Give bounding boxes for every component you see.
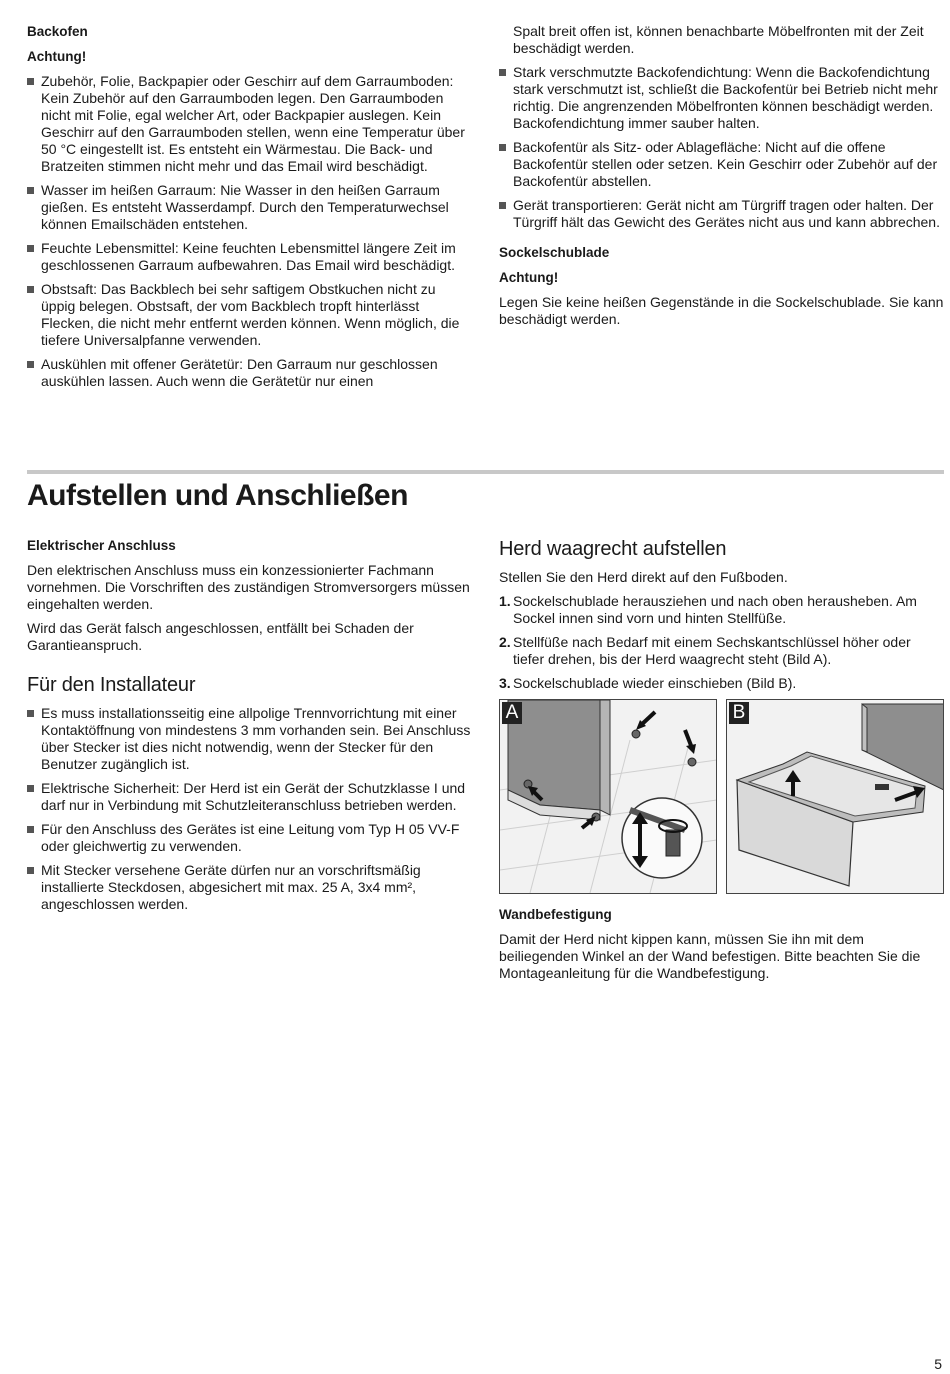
- illustrations: [499, 699, 944, 894]
- oven-warnings-column: [27, 23, 472, 397]
- step-text: Stellfüße nach Bedarf mit einem Sechskantschlüssel höher oder tiefer drehen, bis der Herd waagrecht steht (Bild A).: [513, 634, 911, 667]
- electrical-heading: Elektrischer Anschluss: [27, 538, 176, 553]
- electrical-paragraph-2: Wird das Gerät falsch angeschlossen, entfällt bei Schaden der Garantieanspruch.: [27, 620, 414, 653]
- step-text: Sockelschublade wieder einschieben (Bild B).: [513, 675, 797, 691]
- oven-warnings-continued-column: [499, 23, 944, 335]
- page-number: 5: [934, 1356, 942, 1372]
- installer-heading: Für den Installateur: [27, 674, 196, 696]
- step-number: 2.: [499, 634, 511, 650]
- leveling-intro: Stellen Sie den Herd direkt auf den Fußboden.: [499, 569, 788, 585]
- list-item: Es muss installationsseitig eine allpolige Trennvorrichtung mit einer Kontaktöffnung von mindestens 3 mm vorhanden sein. Bei Anschluss über Stecker ist dies nicht notwendig, wenn der Stecker für den Benutzer zugänglich ist.: [27, 705, 472, 773]
- drawer-heading: Sockelschublade: [499, 245, 610, 260]
- list-item: Obstsaft: Das Backblech bei sehr saftigem Obstkuchen nicht zu üppig belegen. Obstsaft, der vom Backblech tropft hinterlässt Flecken, die nicht mehr entfernt werden können. Wenn möglich, die tiefere Universalpfanne verwenden.: [27, 281, 472, 349]
- figure-a-adjust-feet: [499, 699, 717, 894]
- wall-mount-text: Damit der Herd nicht kippen kann, müssen Sie ihn mit dem beiliegenden Winkel an der Wand befestigen. Bitte beachten Sie die Montageanleitung für die Wandbefestigung.: [499, 931, 921, 981]
- list-item: Stark verschmutzte Backofendichtung: Wenn die Backofendichtung stark verschmutzt ist, schließt die Backofentür bei Betrieb nicht mehr richtig. Die angrenzenden Möbelfronten können beschädigt werden. Backofendichtung immer sauber halten.: [499, 64, 944, 132]
- oven-heading: Backofen: [27, 24, 88, 39]
- leveling-heading: Herd waagrecht aufstellen: [499, 538, 727, 560]
- figure-b-label: B: [729, 702, 749, 724]
- drawer-warning-text: Legen Sie keine heißen Gegenstände in die Sockelschublade. Sie kann beschädigt werden.: [499, 294, 944, 327]
- step-item: [499, 675, 944, 692]
- wall-mount-heading: Wandbefestigung: [499, 907, 612, 922]
- figure-b-insert-drawer: [726, 699, 944, 894]
- section-divider: [27, 470, 944, 474]
- oven-warning-list-continued: [499, 23, 944, 231]
- oven-warning-list: [27, 73, 472, 390]
- step-number: 3.: [499, 675, 511, 691]
- figure-b-drawing: [727, 700, 944, 893]
- list-item: Mit Stecker versehene Geräte dürfen nur an vorschriftsmäßig installierte Steckdosen, abgesichert mit max. 25 A, 3x4 mm², angeschlossen werden.: [27, 862, 472, 913]
- list-item: Auskühlen mit offener Gerätetür: Den Garraum nur geschlossen auskühlen lassen. Auch wenn die Gerätetür nur einen: [27, 356, 472, 390]
- figure-a-label: A: [502, 702, 522, 724]
- step-number: 1.: [499, 593, 511, 609]
- step-item: [499, 593, 944, 627]
- leveling-steps: [499, 593, 944, 692]
- list-item: Elektrische Sicherheit: Der Herd ist ein Gerät der Schutzklasse I und darf nur in Verbindung mit Schutzleiteranschluss betrieben werden.: [27, 780, 472, 814]
- leveling-column: [499, 537, 944, 989]
- list-item: Gerät transportieren: Gerät nicht am Türgriff tragen oder halten. Der Türgriff hält das Gewicht des Gerätes nicht aus und kann abbrechen.: [499, 197, 944, 231]
- step-item: [499, 634, 944, 668]
- step-text: Sockelschublade herausziehen und nach oben herausheben. Am Sockel innen sind vorn und hinten Stellfüße.: [513, 593, 917, 626]
- installer-list: [27, 705, 472, 913]
- figure-a-drawing: [500, 700, 717, 893]
- connection-column: [27, 537, 472, 920]
- list-item: Für den Anschluss des Gerätes ist eine Leitung vom Typ H 05 VV-F oder gleichwertig zu verwenden.: [27, 821, 472, 855]
- oven-warning-label: Achtung!: [27, 49, 87, 64]
- list-item: Zubehör, Folie, Backpapier oder Geschirr auf dem Garraumboden: Kein Zubehör auf den Garraumboden legen. Den Garraumboden nicht mit Folie, egal welcher Art, oder Backpapier auslegen. Kein Geschirr auf den Garraumboden stellen, wenn eine Temperatur über 50 °C eingestellt ist. Es entsteht ein Wärmestau. Die Back- und Bratzeiten stimmen nicht mehr und das Email wird beschädigt.: [27, 73, 472, 175]
- section-title: Aufstellen und Anschließen: [27, 479, 408, 512]
- list-item: Wasser im heißen Garraum: Nie Wasser in den heißen Garraum gießen. Es entsteht Wasserdampf. Durch den Temperaturwechsel können Emailschäden entstehen.: [27, 182, 472, 233]
- electrical-paragraph-1: Den elektrischen Anschluss muss ein konzessionierter Fachmann vornehmen. Die Vorschriften des zuständigen Stromversorgers müssen eingehalten werden.: [27, 562, 470, 612]
- list-item-continuation: Spalt breit offen ist, können benachbarte Möbelfronten mit der Zeit beschädigt werden.: [513, 23, 924, 56]
- list-item: Backofentür als Sitz- oder Ablagefläche: Nicht auf die offene Backofentür stellen oder setzen. Kein Geschirr oder Zubehör auf der Backofentür abstellen.: [499, 139, 944, 190]
- list-item: Feuchte Lebensmittel: Keine feuchten Lebensmittel längere Zeit im geschlossenen Garraum aufbewahren. Das Email wird beschädigt.: [27, 240, 472, 274]
- drawer-warning-label: Achtung!: [499, 270, 559, 285]
